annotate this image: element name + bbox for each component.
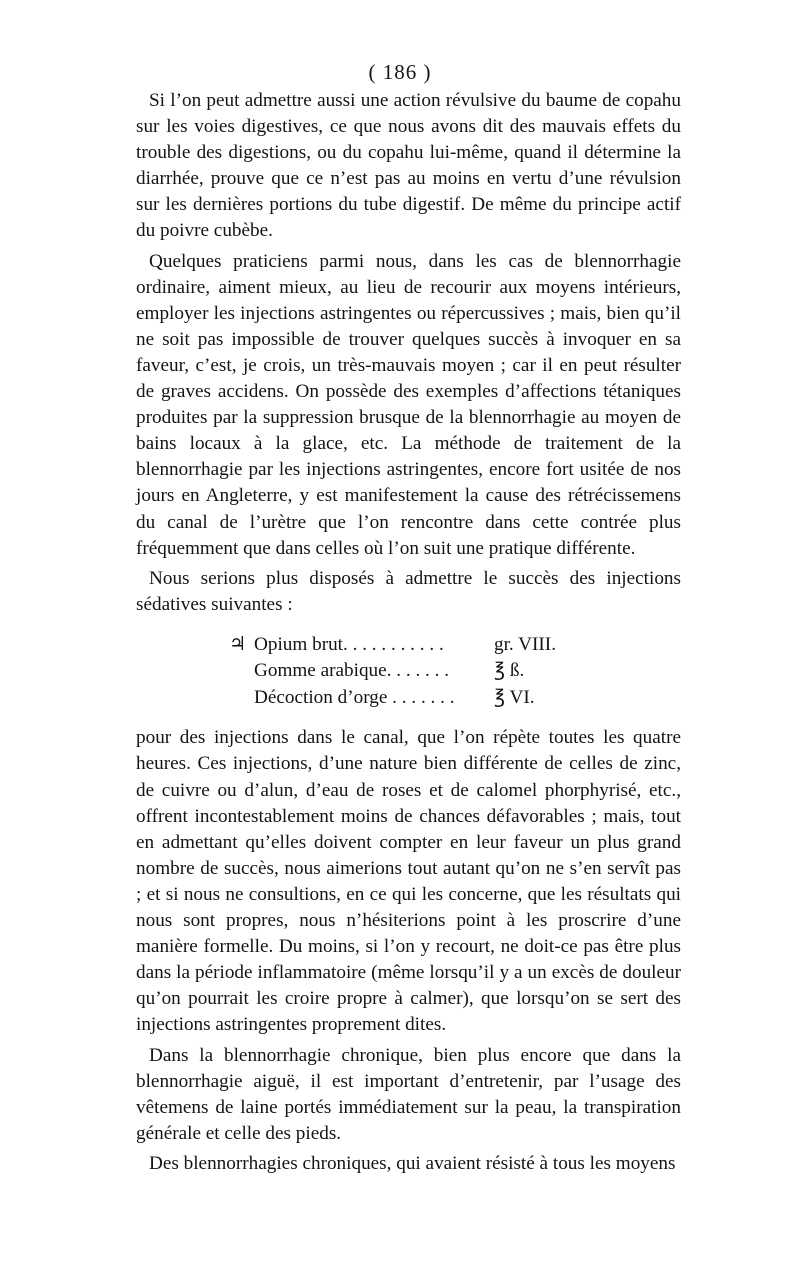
recipe-ingredient: Gomme arabique. . . . . . .: [254, 660, 450, 682]
body-text: [136, 88, 681, 1177]
recipe-quantity: gr. VIII.: [494, 633, 556, 655]
recipe-ingredient: Opium brut. . . . . . . . . . .: [254, 633, 444, 655]
recipe-symbol: ♃: [229, 633, 247, 655]
page-number: ( 186 ): [368, 60, 432, 84]
recipe-row: [229, 685, 681, 712]
paragraph-copahu: Si l’on peut admettre aussi une action révulsive du baume de copahu sur les voies digestives, ce que nous avons dit des mauvais effets du trouble des digestions, ou du copahu lui-même, quand il détermine la diarrhée, prouve que ce n’est pas au moins en vertu d’une révulsion sur les dernières portions du tube digestif. De même du principe actif du poivre cubèbe.: [136, 90, 681, 242]
recipe-row: [229, 632, 681, 659]
recipe-formula: [136, 632, 681, 712]
paragraph-injections-sedatives: Nous serions plus disposés à admettre le succès des injections sédatives suivantes :: [136, 567, 681, 615]
paragraph-blennorrhagie-chronique: Dans la blennorrhagie chronique, bien plus encore que dans la blennorrhagie aiguë, il est important d’entretenir, par l’usage des vêtemens de laine portés immédiatement sur la peau, la transpiration générale et celle des pieds.: [136, 1044, 681, 1144]
paragraph-injections-astringentes: Quelques praticiens parmi nous, dans les cas de blennorrhagie ordinaire, aiment mieux, au lieu de recourir aux moyens intérieurs, employer les injections astringentes ou répercussives ; mais, bien qu’il ne soit pas impossible de trouver quelques succès à invoquer en sa faveur, c’est, je crois, un très-mauvais moyen ; car il en peut résulter de graves accidens. On possède des exemples d’affections tétaniques produites par la suppression brusque de la blennorrhagie au moyen de bains locaux à la glace, etc. La méthode de traitement de la blennorrhagie par les injections astringentes, encore fort usitée de nos jours en Angleterre, y est manifestement la cause des rétrécissemens du canal de l’urètre que l’on rencontre dans cette contrée plus fréquemment que dans celles où l’on suit une pratique différente.: [136, 250, 681, 559]
recipe-quantity: ℥ ß.: [494, 660, 525, 682]
recipe-ingredient: Décoction d’orge . . . . . . .: [254, 686, 455, 708]
recipe-quantity: ℥ VI.: [494, 686, 535, 708]
paragraph-continuation: pour des injections dans le canal, que l’on répète toutes les quatre heures. Ces injections, d’une nature bien différente de celles de zinc, de cuivre ou d’alun, d’eau de roses et de calomel phorphyrisé, etc., offrent incontestablement moins de chances défavorables ; mais, tout en admettant qu’elles doivent compter en leur faveur un plus grand nombre de succès, nous aimerions tout autant qu’on ne s’en servît pas ; et si nous ne consultions, en ce qui les concerne, que les résultats qui nous sont propres, nous n’hésiterions point à les proscrire d’une manière formelle. Du moins, si l’on y recourt, ne doit-ce pas être plus dans la période inflammatoire (même lorsqu’il y a un excès de douleur qu’on pourrait les croire propre à calmer), que lorsqu’on se sert des injections astringentes proprement dites.: [136, 727, 681, 1036]
recipe-row: [229, 658, 681, 685]
paragraph-final-line: Des blennorrhagies chroniques, qui avaient résisté à tous les moyens: [149, 1152, 676, 1174]
